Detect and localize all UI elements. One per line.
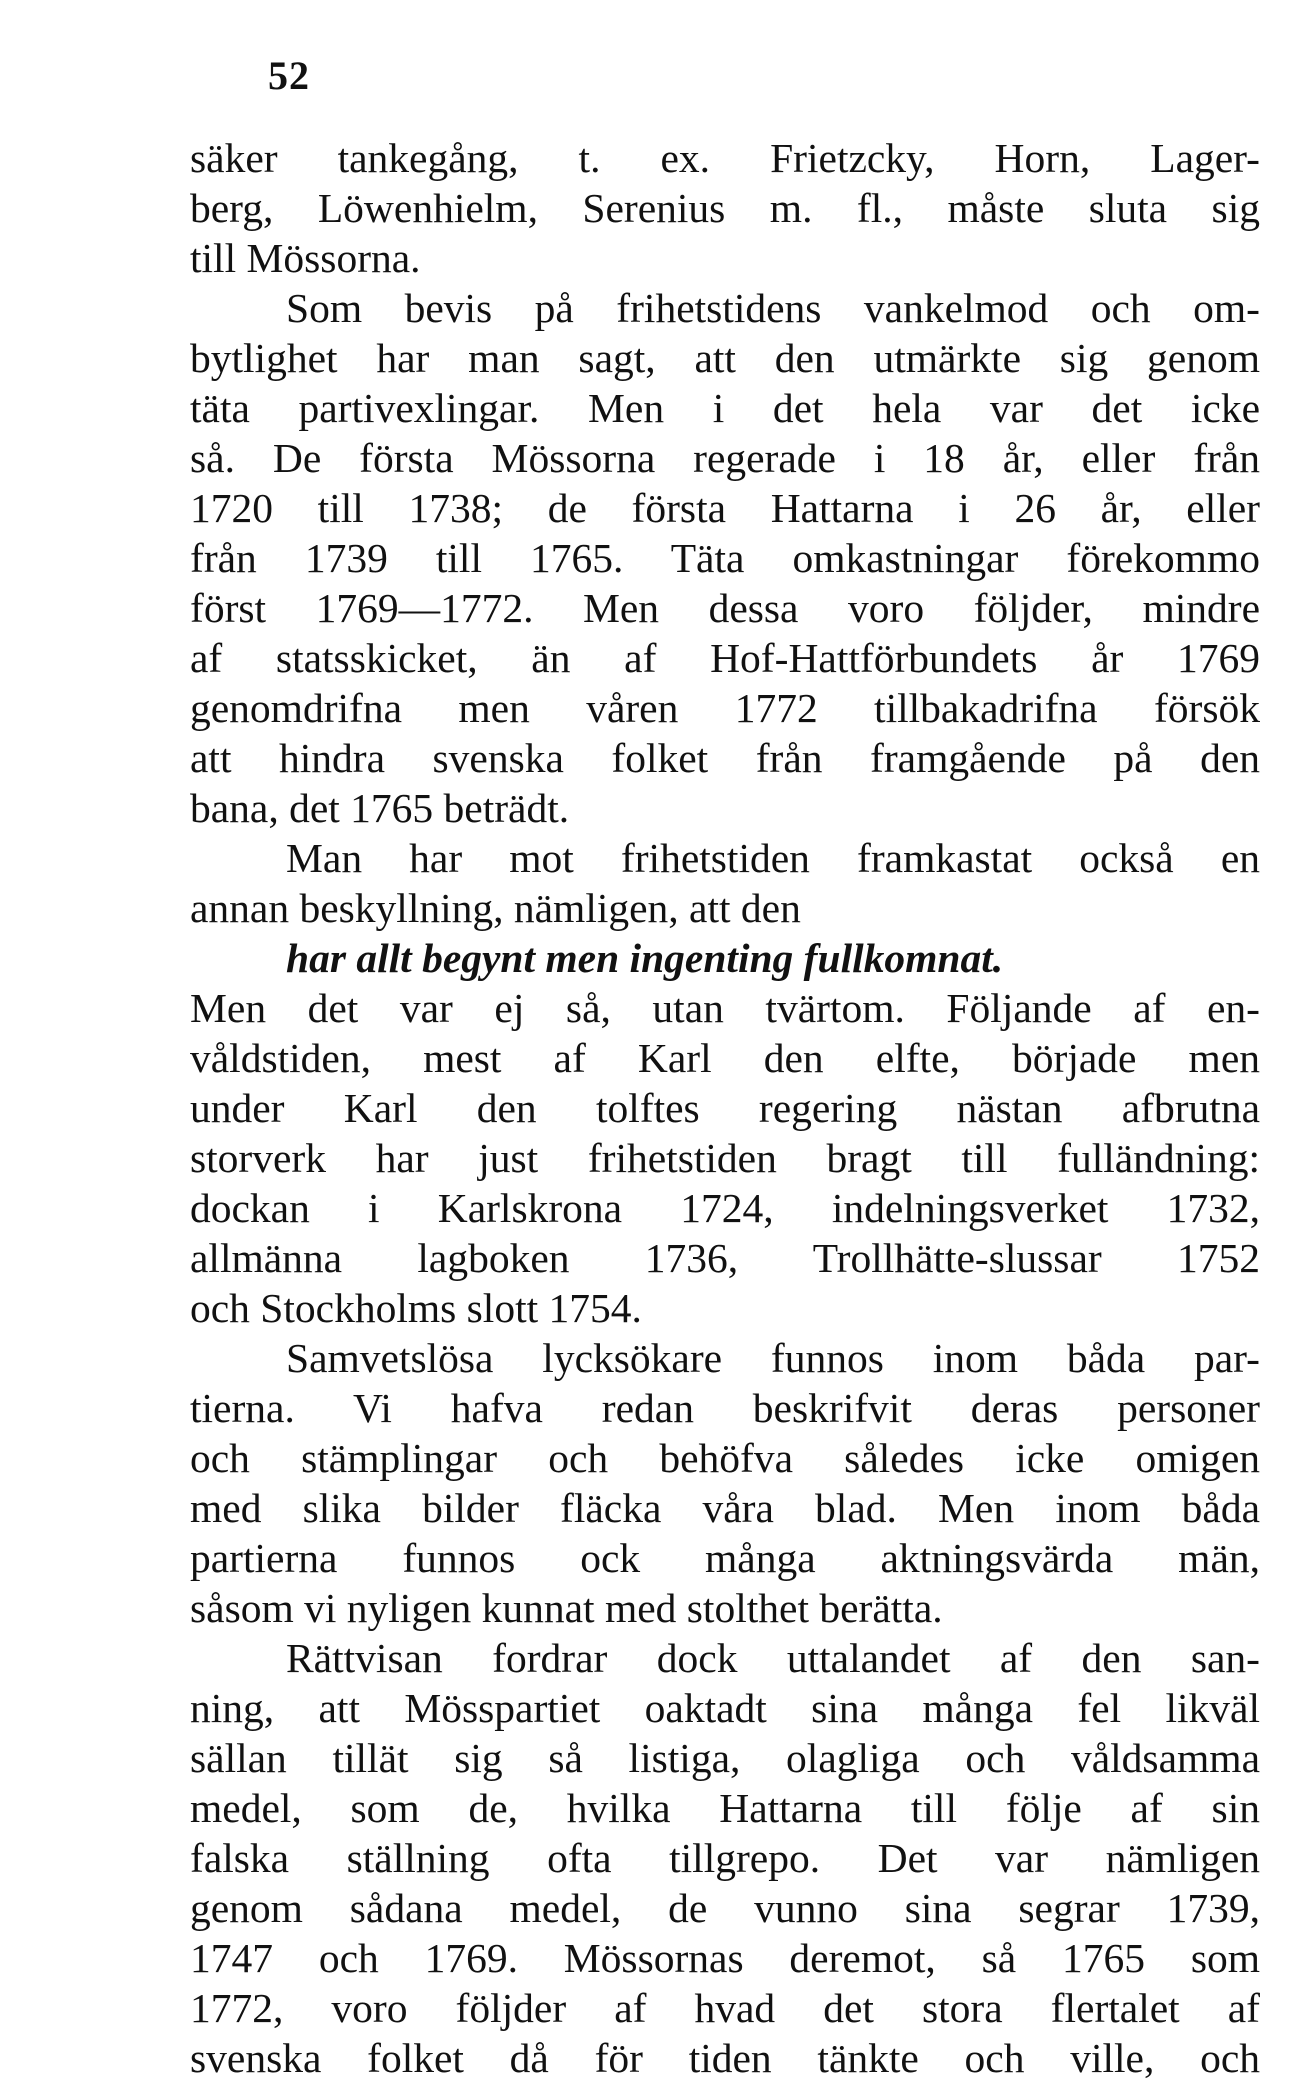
text-line: berg, Löwenhielm, Serenius m. fl., måste sluta sig — [190, 185, 1260, 231]
paragraph-start-line: Som bevis på frihetstidens vankelmod och om- — [286, 285, 1260, 331]
text-line: att hindra svenska folket från framgående på den — [190, 735, 1260, 781]
text-line: sällan tillät sig så listiga, olagliga och våldsamma — [190, 1735, 1260, 1781]
text-line: till Mössorna. — [190, 235, 421, 281]
text-line: 1747 och 1769. Mössornas deremot, så 1765 som — [190, 1935, 1260, 1981]
text-line: genom sådana medel, de vunno sina segrar 1739, — [190, 1885, 1260, 1931]
paragraph-start-line: Rättvisan fordrar dock uttalandet af den san- — [286, 1635, 1260, 1681]
text-line: säker tankegång, t. ex. Frietzcky, Horn, Lager- — [190, 135, 1260, 181]
text-line: annan beskyllning, nämligen, att den — [190, 885, 801, 931]
text-line: täta partivexlingar. Men i det hela var det icke — [190, 385, 1260, 431]
text-line: bytlighet har man sagt, att den utmärkte sig genom — [190, 335, 1260, 381]
paragraph-start-line: Man har mot frihetstiden framkastat också en — [286, 835, 1260, 881]
text-line: våldstiden, mest af Karl den elfte, började men — [190, 1035, 1260, 1081]
text-line: svenska folket då för tiden tänkte och ville, och — [190, 2035, 1260, 2081]
text-line: under Karl den tolftes regering nästan afbrutna — [190, 1085, 1260, 1131]
page-number: 52 — [268, 53, 310, 98]
text-line: först 1769—1772. Men dessa voro följder, mindre — [190, 585, 1260, 631]
text-line: med slika bilder fläcka våra blad. Men inom båda — [190, 1485, 1260, 1531]
text-line: falska ställning ofta tillgrepo. Det var nämligen — [190, 1835, 1260, 1881]
text-line: storverk har just frihetstiden bragt till fulländning: — [190, 1135, 1260, 1181]
text-line: dockan i Karlskrona 1724, indelningsverket 1732, — [190, 1185, 1260, 1231]
text-line: så. De första Mössorna regerade i 18 år, eller från — [190, 435, 1260, 481]
text-line: Men det var ej så, utan tvärtom. Följande af en- — [190, 985, 1260, 1031]
text-line: 1772, voro följder af hvad det stora flertalet af — [190, 1985, 1260, 2031]
paragraph-start-line: Samvetslösa lycksökare funnos inom båda par- — [286, 1335, 1260, 1381]
text-line: såsom vi nyligen kunnat med stolthet berätta. — [190, 1585, 943, 1631]
text-line: partierna funnos ock många aktningsvärda män, — [190, 1535, 1260, 1581]
text-line: genomdrifna men våren 1772 tillbakadrifna försök — [190, 685, 1260, 731]
text-line: medel, som de, hvilka Hattarna till följe af sin — [190, 1785, 1260, 1831]
text-line: bana, det 1765 beträdt. — [190, 785, 570, 831]
text-line: från 1739 till 1765. Täta omkastningar förekommo — [190, 535, 1260, 581]
text-line: och Stockholms slott 1754. — [190, 1285, 642, 1331]
text-line: tierna. Vi hafva redan beskrifvit deras personer — [190, 1385, 1260, 1431]
text-line: och stämplingar och behöfva således icke omigen — [190, 1435, 1260, 1481]
text-line: ning, att Mösspartiet oaktadt sina många fel likväl — [190, 1685, 1260, 1731]
text-line: allmänna lagboken 1736, Trollhätte-slussar 1752 — [190, 1235, 1260, 1281]
body-text — [190, 133, 1260, 2083]
text-line: af statsskicket, än af Hof-Hattförbundets år 1769 — [190, 635, 1260, 681]
text-line: 1720 till 1738; de första Hattarna i 26 år, eller — [190, 485, 1260, 531]
emphasized-quote: har allt begynt men ingenting fullkomnat. — [286, 935, 1004, 981]
